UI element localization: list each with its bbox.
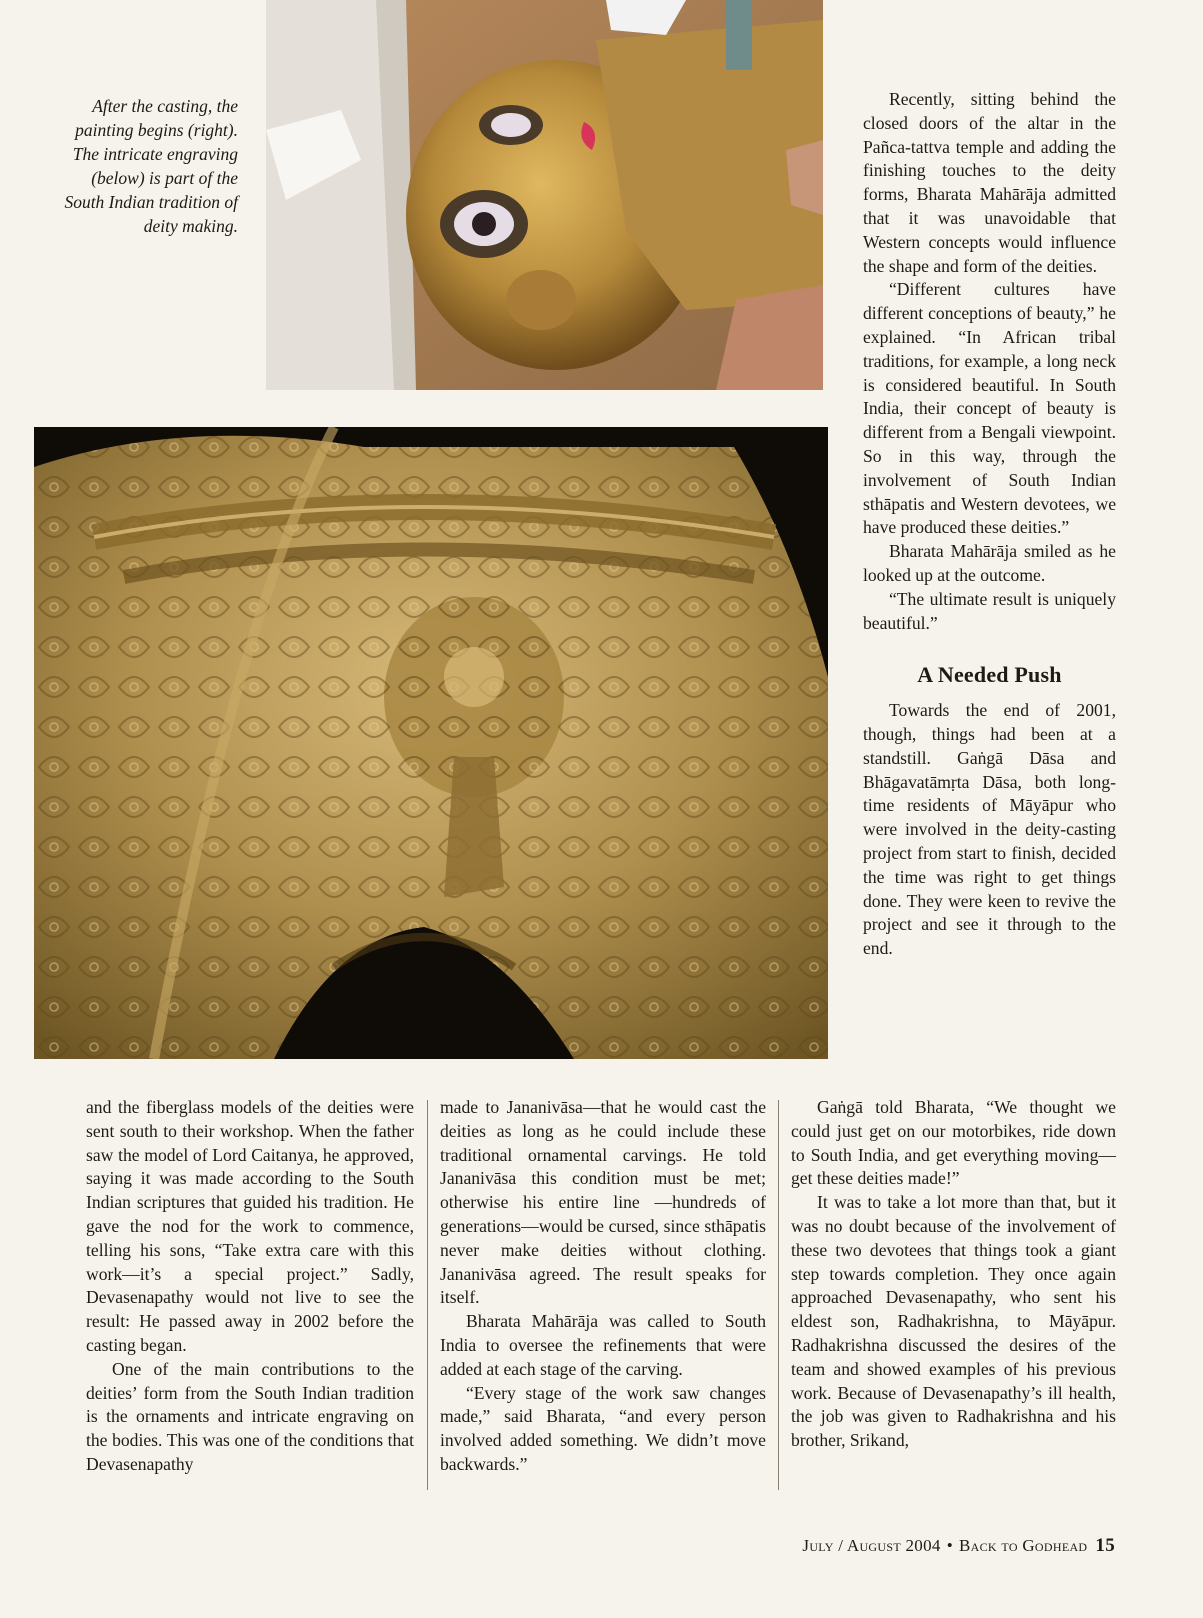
paragraph: Gaṅgā told Bharata, “We thought we could just get on our motorbikes, ride down to South India, and get everything moving—get these deities made!” [791, 1097, 1116, 1189]
magazine-name: Back to Godhead [958, 1536, 1088, 1555]
paragraph: Bharata Mahārāja smiled as he looked up at the outcome. [863, 541, 1116, 585]
paragraph: made to Jananivāsa—that he would cast the deities as long as he could include these traditional ornamental carvings. He told Jananivāsa this condition must be met; otherwise his entire line —hundreds of generations—would be cursed, since sthāpatis never make deities without clothing. Jananivāsa agreed. The result speaks for itself. [440, 1097, 766, 1308]
photo-caption: After the casting, the painting begins (right). The intricate engraving (below) is part of the South Indian tradition of deity making. [64, 96, 238, 236]
page-footer [802, 1535, 1115, 1557]
paragraph: “Different cultures have different conceptions of beauty,” he explained. “In African tribal traditions, for example, a long neck is considered beautiful. In South India, their concept of beauty is different from a Bengali viewpoint. So in this way, through the involvement of South Indian sthāpatis and Western devotees, we have produced these deities.” [863, 279, 1116, 538]
left-column [86, 1096, 414, 1477]
section-heading: A Needed Push [917, 662, 1062, 688]
issue-date: July / August 2004 [802, 1536, 941, 1555]
paragraph: Bharata Mahārāja was called to South India to oversee the refinements that were added at each stage of the carving. [440, 1311, 766, 1379]
separator-bullet: • [946, 1536, 953, 1555]
column-divider [427, 1100, 428, 1490]
column-divider [778, 1100, 779, 1490]
paragraph: and the fiberglass models of the deities were sent south to their workshop. When the father saw the model of Lord Caitanya, he approved, saying it was made according to the South Indian scriptures that guided his tradition. He gave the nod for the work to commence, telling his sons, “Take extra care with this work—it’s a special project.” Sadly, Devasenapathy would not live to see the result: He passed away in 2002 before the casting began. [86, 1097, 414, 1355]
paragraph: One of the main contributions to the deities’ form from the South Indian tradition is the ornaments and intricate engraving on the bodies. This was one of the conditions that Devasenapathy [86, 1358, 414, 1474]
paragraph: Towards the end of 2001, though, things had been at a standstill. Gaṅgā Dāsa and Bhāgavatāmṛta Dāsa, both long-time residents of Māyāpur who were involved in the deity-casting project from start to finish, decided the time was right to get things done. They were keen to revive the project and see it through to the end. [863, 700, 1116, 959]
deity-painting-photo [266, 0, 823, 390]
right-column-bottom [791, 1096, 1116, 1453]
paragraph: “The ultimate result is uniquely beautiful.” [863, 588, 1116, 633]
page-number: 15 [1095, 1535, 1115, 1556]
right-column-top [863, 88, 1116, 961]
paragraph: It was to take a lot more than that, but it was no doubt because of the involvement of these two devotees that things took a giant step towards completion. They once again approached Devasenapathy, who sent his eldest son, Radhakrishna, to Māyāpur. Radhakrishna discussed the desires of the team and showed examples of his previous work. Because of Devasenapathy’s ill health, the job was given to Radhakrishna and his brother, Srikand, [791, 1192, 1116, 1451]
engraved-deity-photo [34, 427, 828, 1059]
paragraph: “Every stage of the work saw changes made,” said Bharata, “and every person involved added something. We didn’t move backwards.” [440, 1382, 766, 1474]
paragraph: Recently, sitting behind the closed doors of the altar in the Pañca-tattva temple and adding the finishing touches to the deity forms, Bharata Mahārāja admitted that it was unavoidable that Western concepts would influence the shape and form of the deities. [863, 89, 1116, 276]
middle-column [440, 1096, 766, 1477]
